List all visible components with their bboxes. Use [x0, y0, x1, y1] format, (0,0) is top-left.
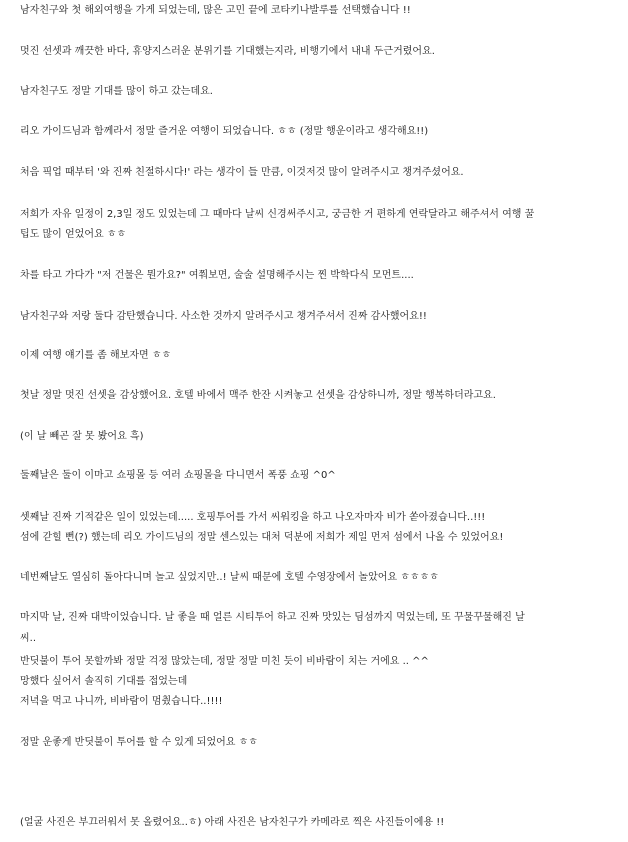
paragraph-day3: 셋째날 진짜 기적같은 일이 있었는데..... 호핑투어를 가서 씨워킹을 하고 나오자마자 비가 쏟아졌습니다..!!!	[20, 512, 486, 523]
paragraph-free-schedule: 저희가 자유 일정이 2,3일 정도 있었는데 그 때마다 날씨 신경써주시고, 궁금한 거 편하게 연락달라고 해주셔서 여행 꿀	[20, 209, 535, 220]
paragraph-last-day-cont: 씨..	[20, 633, 37, 644]
paragraph-day2: 둘째날은 둘이 이마고 쇼핑몰 등 여러 쇼핑몰을 다니면서 폭풍 쇼핑 ^0^	[20, 470, 336, 481]
paragraph-expectation: 멋진 선셋과 깨끗한 바다, 휴양지스러운 분위기를 기대했는지라, 비행기에서 내내 두근거렸어요.	[20, 46, 435, 57]
paragraph-free-schedule-cont: 팁도 많이 얻었어요 ㅎㅎ	[20, 229, 127, 240]
paragraph-admiration: 남자친구와 저랑 둘다 감탄했습니다. 사소한 것까지 알려주시고 챙겨주셔서 진짜 감사했어요!!	[20, 311, 427, 322]
paragraph-firefly-tour: 정말 운좋게 반딧불이 투어를 할 수 있게 되었어요 ㅎㅎ	[20, 737, 258, 748]
paragraph-trip-intro: 이제 여행 얘기를 좀 해보자면 ㅎㅎ	[20, 350, 172, 361]
paragraph-storm-stopped: 저녁을 먹고 나니까, 비바람이 멈췄습니다..!!!!	[20, 696, 223, 707]
paragraph-photo-note: (얼굴 사진은 부끄러워서 못 올렸어요..ㅎ) 아래 사진은 남자친구가 카메라로 찍은 사진들이에용 !!	[20, 817, 445, 828]
paragraph-intro: 남자친구와 첫 해외여행을 가게 되었는데, 많은 고민 끝에 코타키나발루를 선택했습니다 !!	[20, 5, 411, 16]
paragraph-gave-up: 망했다 싶어서 솔직히 기대를 접었는데	[20, 676, 188, 687]
paragraph-pickup: 처음 픽업 때부터 '와 진짜 친절하시다!' 라는 생각이 들 만큼, 이것저것 많이 알려주시고 챙겨주셨어요.	[20, 167, 464, 178]
paragraph-day1: 첫날 정말 멋진 선셋을 감상했어요. 호텔 바에서 맥주 한잔 시켜놓고 선셋을 감상하니까, 정말 행복하더라고요.	[20, 390, 496, 401]
paragraph-last-day: 마지막 날, 진짜 대박이었습니다. 날 좋을 때 얼른 시티투어 하고 진짜 맛있는 딤섬까지 먹었는데, 또 꾸물꾸물해진 날	[20, 612, 525, 623]
paragraph-car: 차를 타고 가다가 "저 건물은 뭔가요?" 여쭤보면, 술술 설명해주시는 찐 박학다식 모먼트....	[20, 270, 414, 281]
paragraph-day1-note: (이 날 빼곤 잘 못 봤어요 흑)	[20, 431, 144, 442]
paragraph-firefly-worry: 반딧불이 투어 못할까봐 정말 걱정 많았는데, 정말 정말 미친 듯이 비바람이 치는 거에요 .. ^^	[20, 656, 429, 667]
paragraph-day4: 네번째날도 열심히 돌아다니며 놀고 싶었지만..! 날씨 때문에 호텔 수영장에서 놀았어요 ㅎㅎㅎㅎ	[20, 572, 439, 583]
paragraph-day3-cont: 섬에 갇힐 뻔(?) 했는데 리오 가이드님의 정말 센스있는 대처 덕분에 저희가 제일 먼저 섬에서 나올 수 있었어요!	[20, 532, 504, 543]
paragraph-guide: 리오 가이드님과 함께라서 정말 즐거운 여행이 되었습니다. ㅎㅎ (정말 행운이라고 생각해요!!)	[20, 126, 429, 137]
paragraph-boyfriend: 남자친구도 정말 기대를 많이 하고 갔는데요.	[20, 86, 213, 97]
